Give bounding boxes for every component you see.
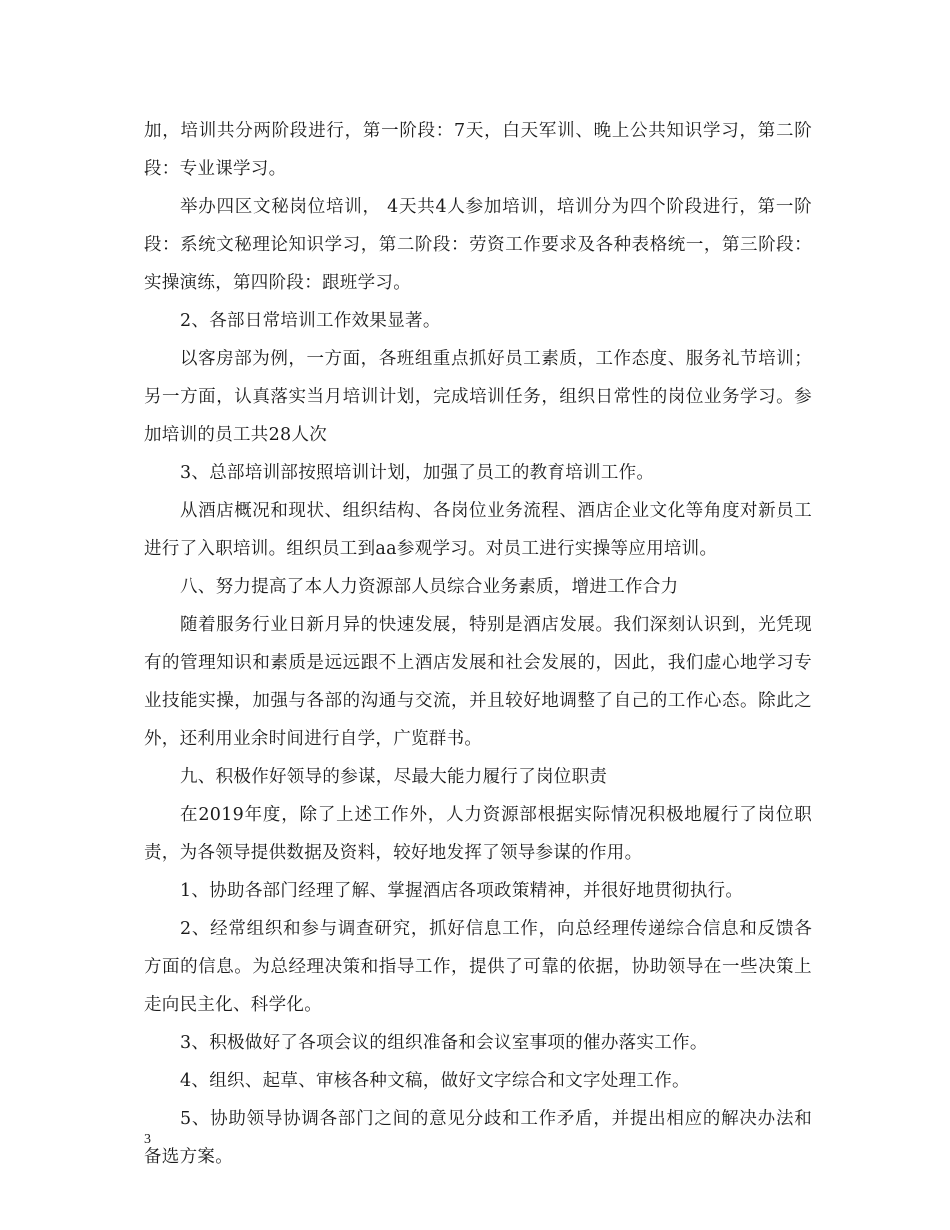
page-number: 3: [144, 1132, 151, 1147]
list-item: 5、协助领导协调各部门之间的意见分歧和工作矛盾，并提出相应的解决办法和备选方案。: [144, 1109, 812, 1167]
paragraph: 2、各部日常培训工作效果显著。: [180, 311, 441, 331]
document-body: [144, 112, 812, 1176]
paragraph: 举办四区文秘岗位培训， 4天共4人参加培训，培训分为四个阶段进行，第一阶段：系统文秘理论知识学习，第二阶段：劳资工作要求及各种表格统一，第三阶段：实操演练，第四阶段：跟班学习。: [144, 197, 812, 293]
paragraph: 以客房部为例，一方面，各班组重点抓好员工素质，工作态度、服务礼节培训；另一方面，认真落实当月培训计划，完成培训任务，组织日常性的岗位业务学习。参加培训的员工共28人次: [144, 349, 812, 445]
list-item: 1、协助各部门经理了解、掌握酒店各项政策精神，并很好地贯彻执行。: [180, 881, 744, 901]
section-heading: 九、积极作好领导的参谋，尽最大能力履行了岗位职责: [180, 767, 608, 787]
list-item: 4、组织、起草、审核各种文稿，做好文字综合和文字处理工作。: [180, 1071, 690, 1091]
section-heading: 八、努力提高了本人力资源部人员综合业务素质，增进工作合力: [180, 577, 679, 597]
paragraph: 随着服务行业日新月异的快速发展，特别是酒店发展。我们深刻认识到，光凭现有的管理知识和素质是远远跟不上酒店发展和社会发展的，因此，我们虚心地学习专业技能实操，加强与各部的沟通与交流，并且较好地调整了自己的工作心态。除此之外，还利用业余时间进行自学，广览群书。: [144, 615, 812, 749]
paragraph: 在2019年度，除了上述工作外，人力资源部根据实际情况积极地履行了岗位职责，为各领导提供数据及资料，较好地发挥了领导参谋的作用。: [144, 805, 812, 863]
paragraph: 3、总部培训部按照培训计划，加强了员工的教育培训工作。: [180, 463, 655, 483]
paragraph: 加，培训共分两阶段进行，第一阶段：7天，白天军训、晚上公共知识学习，第二阶段：专业课学习。: [144, 121, 812, 179]
paragraph: 从酒店概况和现状、组织结构、各岗位业务流程、酒店企业文化等角度对新员工进行了入职培训。组织员工到aa参观学习。对员工进行实操等应用培训。: [144, 501, 812, 559]
list-item: 3、积极做好了各项会议的组织准备和会议室事项的催办落实工作。: [180, 1033, 708, 1053]
list-item: 2、经常组织和参与调查研究，抓好信息工作，向总经理传递综合信息和反馈各方面的信息。为总经理决策和指导工作，提供了可靠的依据，协助领导在一些决策上走向民主化、科学化。: [144, 919, 812, 1015]
